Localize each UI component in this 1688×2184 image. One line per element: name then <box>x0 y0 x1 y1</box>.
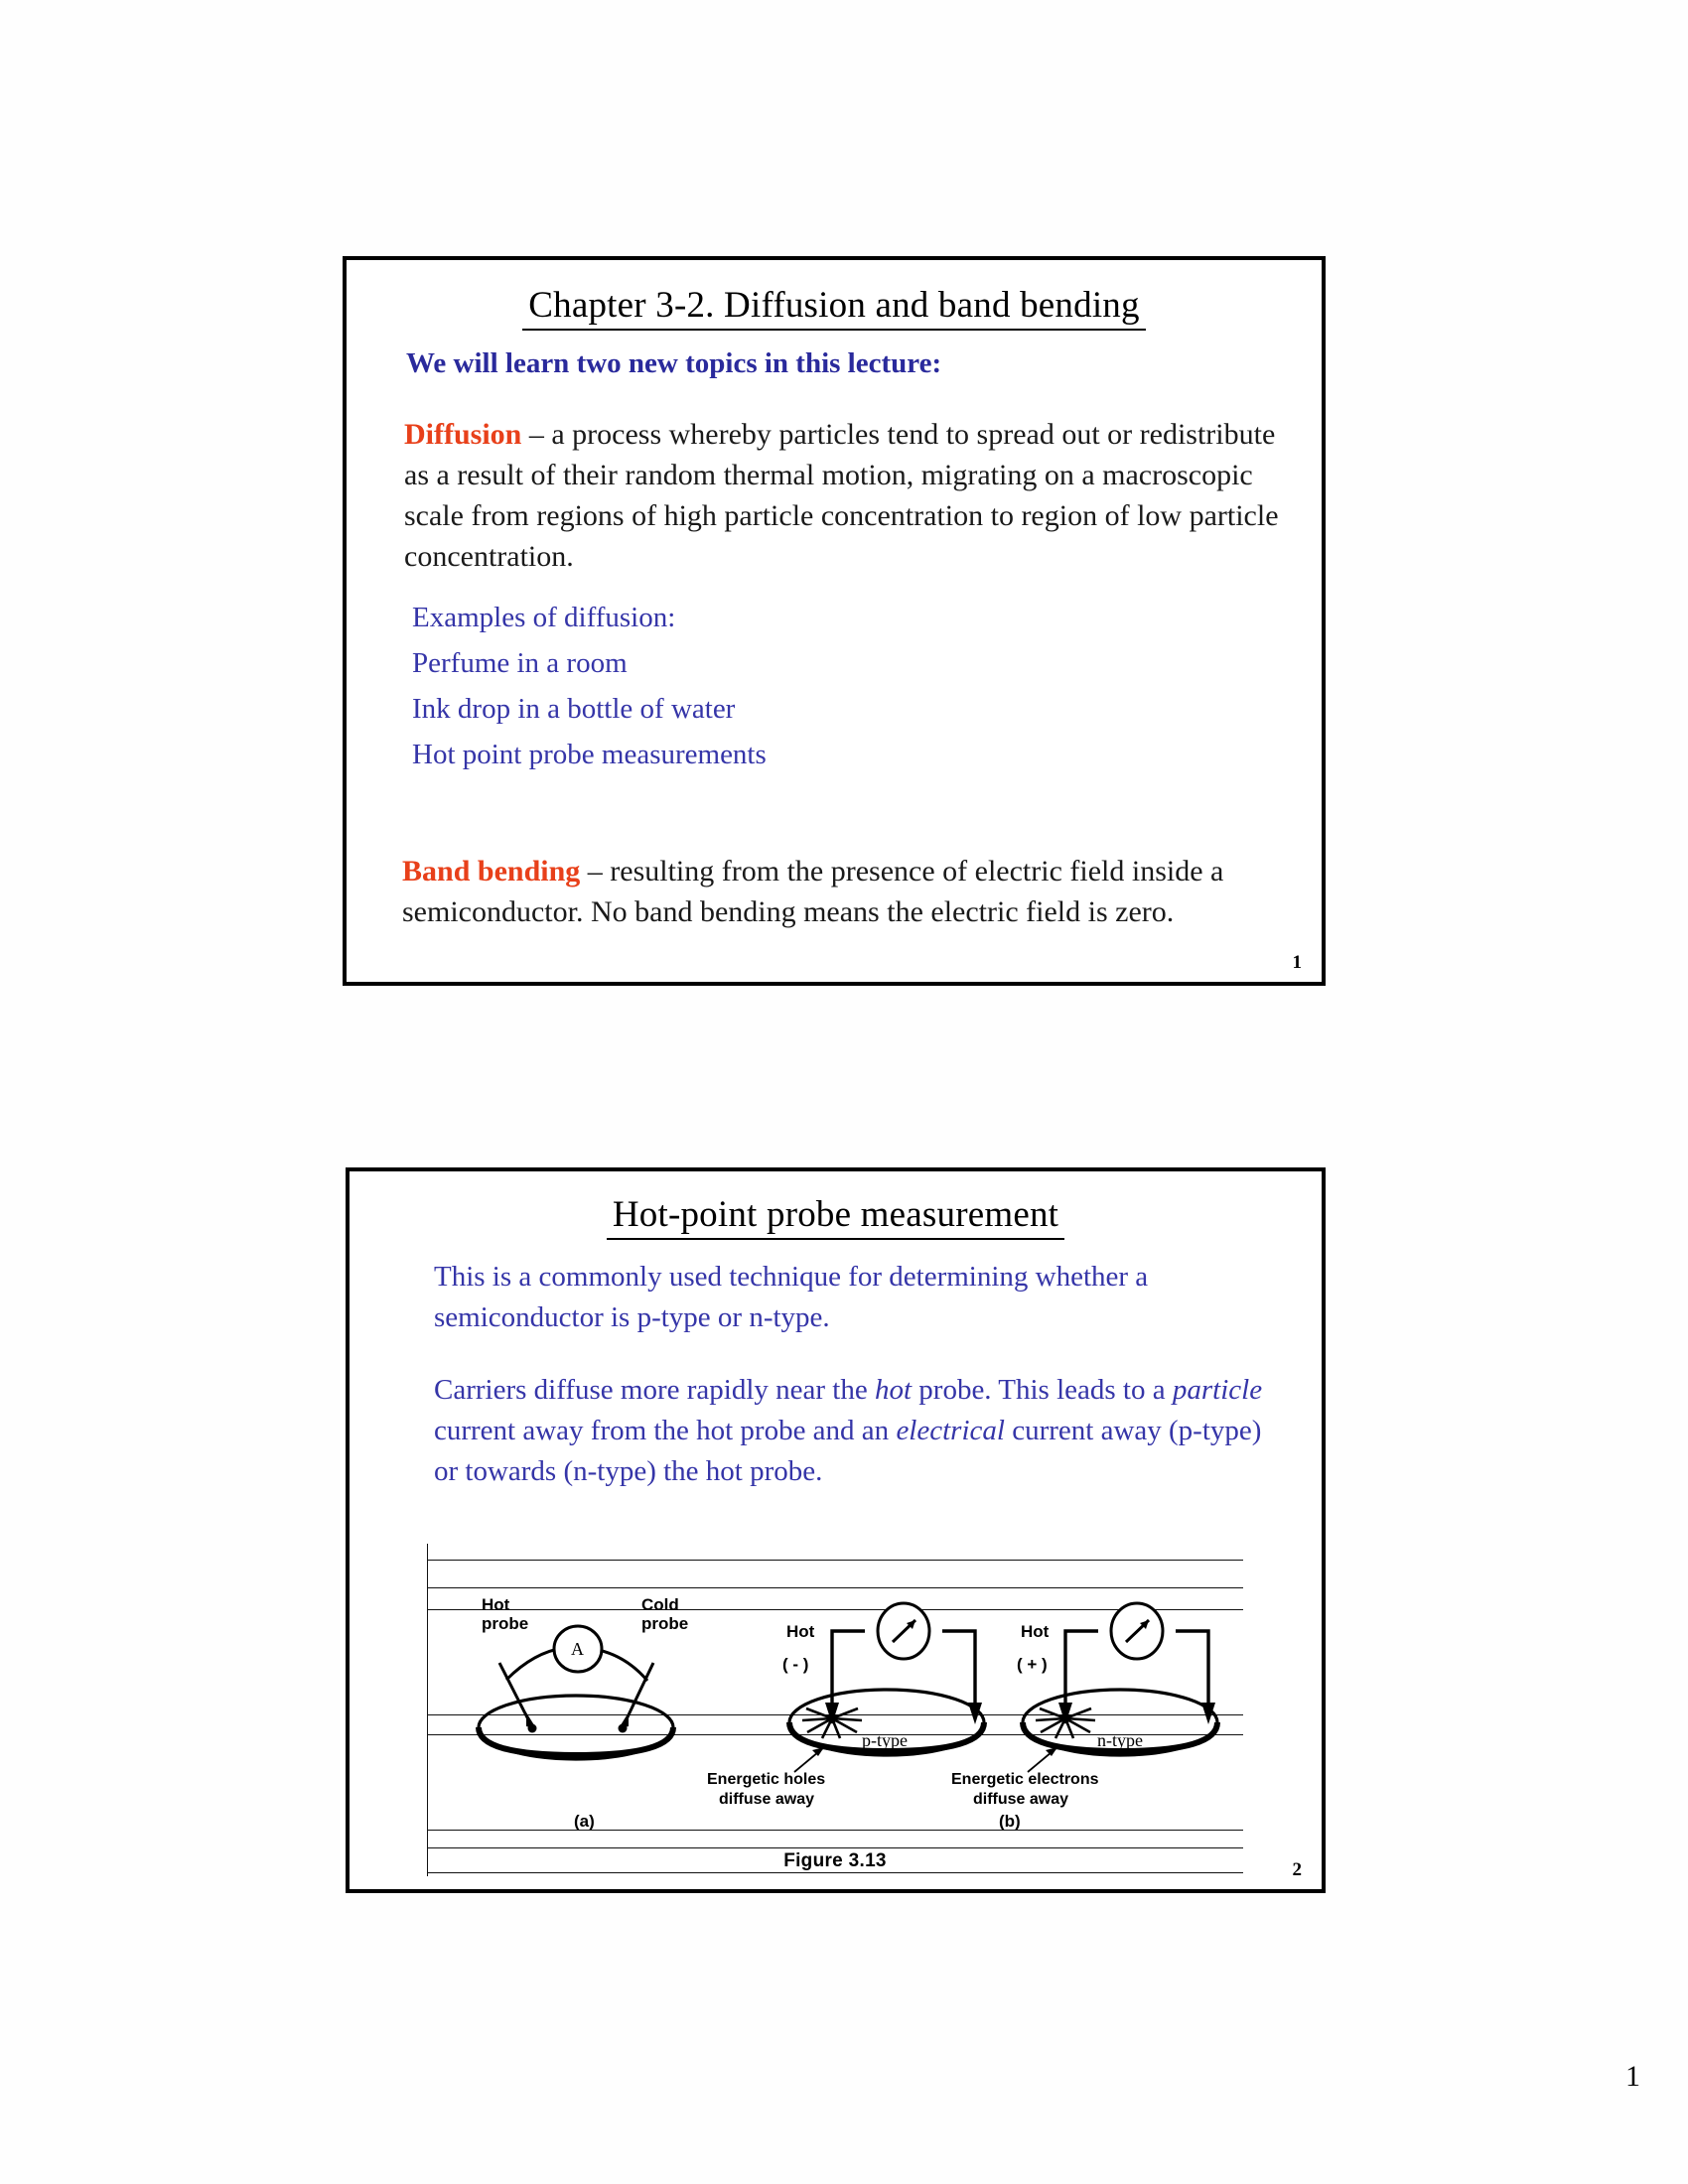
annotation-electrons <box>951 1770 1099 1810</box>
cold-probe-label-line1: Cold <box>641 1595 679 1614</box>
slide-2-number: 2 <box>1292 1859 1302 1880</box>
annotation-electrons-line2: diffuse away <box>973 1791 1069 1808</box>
figure-diagram-svg <box>427 1544 1243 1876</box>
hot-probe-label-line1: Hot <box>482 1595 510 1614</box>
para2-italic-electrical: electrical <box>896 1415 1005 1446</box>
para2-italic-particle: particle <box>1172 1374 1263 1406</box>
slide-2-paragraph-2 <box>434 1370 1268 1492</box>
annotation-electrons-line1: Energetic electrons <box>951 1771 1099 1788</box>
material-label-n: n-type <box>1097 1730 1143 1750</box>
slide-1-title <box>347 284 1322 331</box>
slide-2-title <box>350 1193 1322 1240</box>
diffusion-body-text: – a process whereby particles tend to spread out or redistribute as a result of their random thermal motion, migrating on a macroscopic scale from regions of high particle concentration to region of low particle concentration. <box>404 418 1279 573</box>
slide-1-bandbending-paragraph <box>402 851 1296 932</box>
wafer-disc-a-thickness <box>479 1727 673 1755</box>
list-item: Examples of diffusion: <box>412 602 676 633</box>
figure-caption: Figure 3.13 <box>783 1850 887 1871</box>
figure-3-13 <box>427 1544 1243 1876</box>
hot-contact-n <box>1060 1713 1070 1723</box>
slide-1-diffusion-paragraph <box>404 414 1286 577</box>
bandbending-keyword: Band bending <box>402 855 581 887</box>
material-label-p: p-type <box>862 1730 908 1750</box>
para2-part-a: Carriers diffuse more rapidly near the <box>434 1374 875 1406</box>
list-item: Ink drop in a bottle of water <box>412 693 736 725</box>
hot-label-n: Hot <box>1021 1622 1050 1641</box>
para2-part-c: probe. This leads to a <box>912 1374 1173 1406</box>
slide-1 <box>343 256 1326 986</box>
slide-1-heading: We will learn two new topics in this lecture: <box>406 347 942 379</box>
hot-probe-label-line2: probe <box>482 1614 529 1633</box>
hot-probe-label-a <box>482 1595 528 1633</box>
panel-b-label: (b) <box>999 1812 1021 1831</box>
hot-label-p: Hot <box>786 1622 815 1641</box>
document-page-number: 1 <box>1625 2060 1640 2093</box>
slide-2-paragraph-1: This is a commonly used technique for determining whether a semiconductor is p-type or n-type. <box>434 1261 1149 1333</box>
para2-part-e: current away from the hot probe and an <box>434 1415 897 1446</box>
hot-probe-contact-a <box>528 1724 537 1733</box>
cold-probe-label-line2: probe <box>641 1614 689 1633</box>
slide-2 <box>346 1167 1326 1893</box>
para2-italic-hot: hot <box>874 1374 913 1406</box>
polarity-label-p: ( - ) <box>782 1655 809 1674</box>
annotation-holes <box>707 1770 825 1810</box>
annotation-holes-line1: Energetic holes <box>707 1771 826 1788</box>
ammeter-label-a: A <box>571 1639 584 1659</box>
cold-probe-label-a <box>641 1595 688 1633</box>
cold-probe-contact-a <box>619 1724 628 1733</box>
panel-a-label: (a) <box>574 1812 595 1831</box>
list-item: Hot point probe measurements <box>412 739 767 770</box>
list-item: Perfume in a room <box>412 647 628 679</box>
slide-1-examples-list <box>412 595 1107 777</box>
slide-1-title-text: Chapter 3-2. Diffusion and band bending <box>522 284 1145 331</box>
hot-contact-p <box>827 1713 837 1723</box>
slide-1-number: 1 <box>1292 952 1302 973</box>
annotation-holes-line2: diffuse away <box>719 1791 815 1808</box>
slide-2-title-text: Hot-point probe measurement <box>607 1193 1064 1240</box>
para2-part-g: current away (p-type) or towards (n-type) the hot probe. <box>434 1415 1262 1487</box>
diffusion-keyword: Diffusion <box>404 418 522 451</box>
polarity-label-n: ( + ) <box>1017 1655 1048 1674</box>
bandbending-body-text: – resulting from the presence of electric field inside a semiconductor. No band bending means the electric field is zero. <box>402 855 1224 928</box>
